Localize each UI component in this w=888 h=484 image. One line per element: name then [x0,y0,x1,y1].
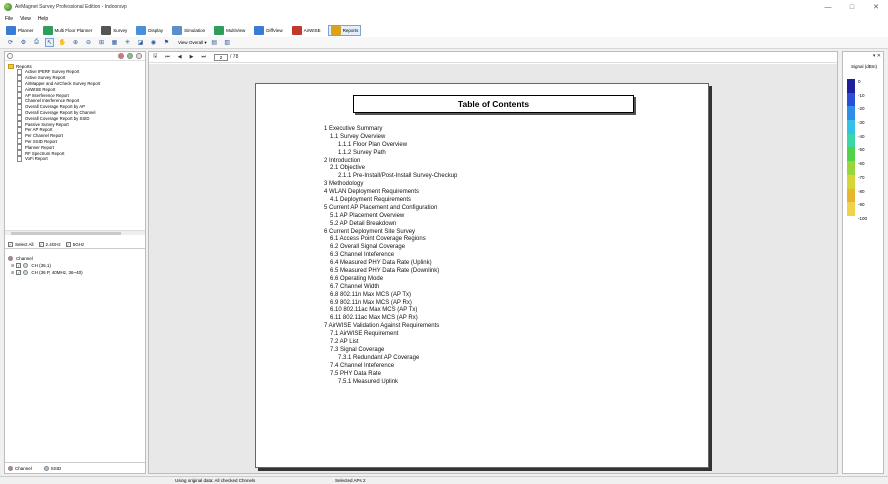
legend-color-band [847,79,855,93]
legend-tick-label: -10 [858,92,865,98]
mode-simulation[interactable]: Simulation [170,25,207,36]
menu-bar [0,14,888,23]
legend-color-band [847,189,855,203]
toc-entry[interactable]: 3 Methodology [324,181,364,188]
zoom-out-icon[interactable]: ⊖ [85,40,92,46]
legend-tick-label: -80 [858,188,865,194]
diffview-icon [254,26,264,35]
report-item[interactable]: Overall Coverage Report by Channel [8,110,145,116]
display-icon [136,26,146,35]
toc-entry[interactable]: 4.1 Deployment Requirements [330,197,412,204]
toc-list [324,126,684,386]
legend-tick-label: -50 [858,147,865,153]
toc-entry[interactable]: 1.1 Survey Overview [330,133,386,140]
toc-entry[interactable]: 5.2 AP Detail Breakdown [330,220,397,227]
legend-color-band [847,134,855,148]
minimize-button[interactable]: — [824,3,832,11]
panel-options-icon[interactable] [136,53,142,59]
simulation-icon [172,26,182,35]
checkbox-icon: ✓ [39,241,43,247]
report-item[interactable]: Channel Interference Report [8,98,145,104]
ap-icon [23,270,28,275]
checkbox-icon: ✓ [8,241,13,247]
export-icon[interactable]: ▥ [224,40,231,46]
toc-entry[interactable]: 2.1 Objective [330,165,366,172]
toc-entry[interactable]: 6.6 Operating Mode [330,275,384,282]
globe-icon[interactable]: ◉ [150,40,157,46]
report-item[interactable]: Active IPERF Survey Report [8,69,145,75]
toc-entry[interactable]: 1 Executive Summary [324,126,383,132]
toc-entry[interactable]: 1.1.1 Floor Plan Overview [338,141,408,148]
export-report-icon[interactable]: 🖫 [153,53,158,59]
status-bar [0,476,888,484]
viewer-toolbar [149,52,837,63]
toc-entry[interactable]: 2.1.1 Pre-Install/Post-Install Survey-Checkup [338,173,458,180]
folder-icon [8,64,14,69]
reports-icon [331,26,341,35]
mode-diffview[interactable]: DiffView [252,25,284,36]
panel-play-icon[interactable] [127,53,133,59]
toc-entry[interactable]: 6.5 Measured PHY Data Rate (Downlink) [330,268,440,275]
legend-color-band [847,147,855,161]
select-all-checkbox[interactable]: ✓ Select All [8,241,34,247]
ssid-icon [44,466,49,471]
mode-reports[interactable]: Reports [328,25,362,36]
report-item[interactable]: Per AP Report [8,127,145,133]
report-icon[interactable]: ▤ [211,40,218,46]
left-bottom-tabs [5,462,145,473]
status-data-source: Using original data: All checked Chnnels [175,478,256,483]
legend-tick-label: -60 [858,161,865,167]
toc-entry[interactable]: 7.4 Channel Inteference [330,362,395,369]
toc-entry[interactable]: 7.2 AP List [330,339,359,346]
report-item[interactable]: Passive Survey Report [8,121,145,127]
ap-icon [23,263,28,268]
multiview-icon [214,26,224,35]
toc-entry[interactable]: 6.4 Measured PHY Data Rate (Uplink) [330,260,432,267]
legend-close-icon[interactable]: ▾ ✕ [872,53,881,59]
mode-survey[interactable]: Survey [99,25,129,36]
title-bar [0,0,888,14]
mode-multiview[interactable]: MultiView [212,25,247,36]
expand-icon[interactable]: ⊞ [11,263,15,268]
prev-page-icon[interactable]: ◀ [177,54,182,60]
legend-tick-label: -30 [858,120,865,126]
zoom-fit-icon[interactable]: ⊞ [98,40,105,46]
report-item[interactable]: AirMapper and AirCheck Survey Report [8,81,145,87]
refresh-icon[interactable]: ⟳ [7,40,14,46]
toc-entry[interactable]: 6.2 Overall Signal Coverage [330,244,406,251]
toc-entry[interactable]: 7.3 Signal Coverage [330,346,385,353]
measure-icon[interactable]: ✳ [124,40,131,46]
filter-icon[interactable]: ⚑ [163,40,170,46]
signal-legend-panel [842,51,884,474]
toc-entry[interactable]: 6.3 Channel Inteference [330,252,395,259]
reports-panel-toolbar [5,52,145,61]
zoom-in-icon[interactable]: ⊕ [72,40,79,46]
toc-entry[interactable]: 6.11 802.11ac Max MCS (AP Rx) [330,315,418,322]
report-canvas[interactable] [149,64,837,473]
legend-color-band [847,202,855,216]
channel-tree [5,255,145,276]
band-filter-bar [5,240,145,249]
channel-item[interactable]: ⊞ ✓ CH (36 P, 40MHz, 36~40) [11,270,83,275]
expand-icon[interactable]: ⊞ [11,270,15,275]
legend-title: Signal (dBm) [850,64,877,69]
hand-icon[interactable]: ✋ [58,40,67,46]
legend-tick-label: -40 [858,133,865,139]
channel-icon [8,466,13,471]
checkbox-icon: ✓ [66,241,70,247]
toc-entry[interactable]: 7.5.1 Measured Uplink [338,378,399,385]
toc-entry[interactable]: 6 Current Deployment Site Survey [324,228,416,235]
menu-help[interactable]: Help [37,15,49,22]
legend-color-band [847,106,855,120]
panel-stop-icon[interactable] [118,53,124,59]
mode-bar [0,23,888,37]
toc-entry[interactable]: 6.1 Access Point Coverage Regions [330,236,426,243]
close-button[interactable]: ✕ [873,4,879,11]
report-page [255,83,709,468]
toc-entry[interactable]: 7.5 PHY Data Rate [330,370,381,377]
mode-multi-floor-planner[interactable]: Multi Floor Planner [41,25,95,36]
toc-entry[interactable]: 5 Current AP Placement and Configuration [324,204,438,211]
legend-color-scale [847,79,855,216]
band-24-checkbox[interactable]: ✓ 2.4GHz [39,241,61,247]
toc-entry[interactable]: 7.1 AirWISE Requirement [330,331,399,338]
report-item[interactable]: VoFi Report [8,156,145,162]
scrollbar-thumb[interactable] [11,232,121,235]
report-viewer [148,51,838,474]
window-title: AirMagnet Survey Professional Edition - Indoorsvp [15,4,127,10]
document-icon [17,156,22,162]
last-page-icon[interactable]: ⏭ [201,54,207,60]
report-item[interactable]: AP Interference Report [8,92,145,98]
toc-entry[interactable]: 6.9 802.11n Max MCS (AP Rx) [330,299,412,306]
legend-ticks [858,79,867,230]
channel-item[interactable]: ⊞ ✓ CH (36,1) [11,263,51,268]
legend-tick-label: -90 [858,202,865,208]
grid-icon[interactable]: ▦ [111,40,118,46]
status-selected-aps: Selected APs 2 [335,478,366,483]
mode-display[interactable]: Display [134,25,165,36]
toc-entry[interactable]: 7 AirWISE Validation Against Requirements [324,323,440,330]
toc-entry[interactable]: 1.1.2 Survey Path [338,149,386,156]
mode-airwise[interactable]: AirWISE [290,25,323,36]
checkbox-icon[interactable]: ✓ [17,270,21,275]
chart-icon[interactable]: ◪ [137,40,144,46]
report-item[interactable]: Active Survey Report [8,75,145,81]
legend-tick-label: -70 [858,174,865,180]
channel-root[interactable]: Channel [5,255,145,262]
channel-icon [8,256,13,261]
toc-title: Table of Contents [353,95,634,113]
toolbar [0,37,888,49]
report-item[interactable]: Per SSID Report [8,139,145,145]
legend-color-band [847,161,855,175]
multi-floor-icon [43,26,53,35]
report-item[interactable]: AirWISE Report [8,86,145,92]
view-overall-dropdown[interactable]: View Overall ▾ [178,39,207,45]
page-total: / 78 [230,54,239,60]
band-5-checkbox[interactable]: ✓ 5GHz [66,241,85,247]
page-number-input[interactable]: 2 [214,54,228,61]
mode-planner[interactable]: Planner [4,25,36,36]
reports-tree [5,61,145,162]
report-item[interactable]: Planner Report [8,144,145,150]
planner-icon [6,26,16,35]
airwise-icon [292,26,302,35]
legend-tick-label: 0 [858,79,861,84]
settings-icon[interactable]: ⚙ [20,40,27,46]
toc-entry[interactable]: 5.1 AP Placement Overview [330,212,405,219]
toc-entry[interactable]: 6.10 802.11ac Max MCS (AP Tx) [330,307,418,314]
select-pointer-icon[interactable]: ↖ [46,40,53,46]
legend-tick-label: -100 [858,215,868,221]
tab-ssid[interactable]: SSID [44,466,68,471]
tab-channel[interactable]: Channel [8,466,38,471]
report-item[interactable]: RF Spectrum Report [8,150,145,156]
legend-color-band [847,93,855,107]
toc-entry[interactable]: 4 WLAN Deployment Requirements [324,189,420,196]
toc-entry[interactable]: 7.3.1 Redundant AP Coverage [338,354,420,361]
menu-view[interactable]: View [20,15,31,22]
report-item[interactable]: Overall Coverage Report by SSID [8,115,145,121]
toc-entry[interactable]: 2 Introduction [324,157,361,164]
legend-color-band [847,120,855,134]
maximize-button[interactable]: □ [849,3,855,11]
first-page-icon[interactable]: ⏮ [165,54,170,60]
app-logo-icon [4,3,12,11]
horizontal-scrollbar[interactable] [5,230,145,235]
survey-icon [101,26,111,35]
toc-entry[interactable]: 6.7 Channel Width [330,283,380,290]
report-item[interactable]: Per Channel Report [8,133,145,139]
legend-tick-label: -20 [858,106,865,112]
panel-info-icon[interactable] [7,53,13,59]
reports-panel [4,51,146,474]
menu-file[interactable]: File [5,15,14,22]
print-icon[interactable]: ⎙ [34,39,39,45]
legend-color-band [847,175,855,189]
checkbox-icon[interactable]: ✓ [17,263,21,268]
toc-entry[interactable]: 6.8 802.11n Max MCS (AP Tx) [330,291,412,298]
next-page-icon[interactable]: ▶ [189,54,194,60]
report-item[interactable]: Overall Coverage Report by AP [8,104,145,110]
tree-root-reports[interactable]: Reports [8,63,145,69]
